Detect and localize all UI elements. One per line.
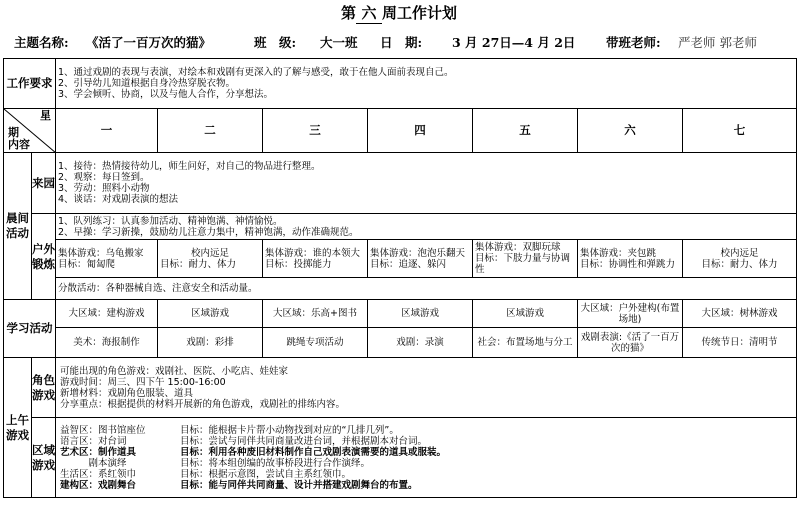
study-label: 学习活动 (4, 300, 56, 358)
arrival-item: 3、劳动：照料小动物 (58, 183, 150, 194)
game-name: 集体游戏：乌龟搬家 (58, 247, 144, 259)
day-header: 五 (473, 109, 578, 153)
game-goal: 目标：投掷能力 (265, 258, 332, 270)
requirement-item: 2、引导幼儿知道根据自身冷热穿脱衣物。 (58, 78, 236, 89)
theme-label: 主题名称: (14, 35, 69, 50)
game-name: 校内远足 (720, 247, 759, 259)
game-name: 集体游戏：谁的本领大 (265, 247, 361, 259)
date-label: 日 期: (380, 35, 423, 50)
class-value: 大一班 (320, 35, 358, 50)
corner-cell (4, 109, 56, 153)
game-name: 集体游戏：夹包跳 (580, 247, 657, 259)
theme-value: 《活了一百万次的猫》 (86, 35, 212, 50)
role-game-item: 新增材料：戏剧角色服装、道具 (60, 387, 194, 399)
title-prefix: 第 (340, 4, 356, 22)
arrival-label: 来园 (32, 153, 56, 214)
outdoor-game-cell (473, 240, 578, 278)
corner-bottom-line1: 期 (8, 126, 19, 139)
area-item (60, 480, 794, 491)
study-row-1 (4, 300, 797, 328)
area-game-label: 区域游戏 (32, 418, 56, 498)
area-item (60, 425, 794, 436)
arrival-content (56, 153, 797, 214)
week-number: 六 (356, 2, 382, 24)
area-goal: 目标：能根据卡片帮小动物找到对应的“几排几列”。 (180, 424, 399, 436)
study-cell: 区域游戏 (158, 300, 263, 328)
outdoor-games-row (4, 240, 797, 278)
area-goal: 目标：根据示意图，尝试自主系红领巾。 (180, 468, 352, 480)
area-item (60, 469, 794, 480)
scatter-activity: 分散活动：各种器械自选、注意安全和活动量。 (56, 278, 797, 300)
study-cell: 大区域：户外建构(布置场地) (578, 300, 683, 328)
game-goal: 目标：匍匐爬 (58, 258, 116, 270)
study-cell: 社会：布置场地与分工 (473, 328, 578, 358)
role-game-row (4, 358, 797, 418)
study-cell: 大区域：树林游戏 (683, 300, 797, 328)
teacher-label: 带班老师: (606, 35, 661, 50)
arrival-item: 4、谈话：对戏剧表演的想法 (58, 194, 179, 205)
title-suffix: 周工作计划 (382, 4, 458, 22)
class-label: 班 级: (254, 35, 297, 50)
outdoor-content (56, 214, 797, 240)
page-title (0, 2, 798, 24)
role-game-item: 游戏时间：周三、四下午 15:00-16:00 (60, 376, 226, 388)
day-header-row (4, 109, 797, 153)
requirement-item: 3、学会倾听、协商，以及与他人合作，分享想法。 (58, 89, 274, 100)
outdoor-game-cell (56, 240, 158, 278)
requirements-content (56, 59, 797, 109)
area-name: 剧本演绎 (60, 457, 127, 469)
area-name: 益智区：图书馆座位 (60, 424, 146, 436)
game-goal: 目标：耐力、体力 (160, 258, 237, 270)
study-cell: 跳绳专项活动 (263, 328, 368, 358)
outdoor-game-cell (368, 240, 473, 278)
study-cell: 传统节日：清明节 (683, 328, 797, 358)
role-game-item: 可能出现的角色游戏：戏剧社、医院、小吃店、娃娃家 (60, 365, 289, 377)
area-game-content (56, 418, 797, 498)
study-cell: 戏剧表演:《活了一百万次的猫》 (578, 328, 683, 358)
role-game-item: 分享重点：根据提供的材料开展新的角色游戏，戏剧社的排练内容。 (60, 398, 346, 410)
arrival-item: 1、接待：热情接待幼儿，师生问好，对自己的物品进行整理。 (58, 161, 321, 172)
area-goal: 目标：将本组创编的故事桥段进行合作演绎。 (180, 457, 371, 469)
corner-bottom-line2: 内容 (8, 138, 30, 151)
study-cell: 大区域：建构游戏 (56, 300, 158, 328)
day-header: 四 (368, 109, 473, 153)
outdoor-item: 2、早操：学习新操，鼓励幼儿注意力集中，精神饱满，动作准确规范。 (58, 226, 359, 238)
outdoor-scatter-row (4, 278, 797, 300)
outdoor-item: 1、队列练习：认真参加活动、精神饱满、神情愉悦。 (58, 215, 283, 227)
area-name: 语言区：对台词 (60, 435, 127, 447)
study-cell: 戏剧：录演 (368, 328, 473, 358)
study-cell: 区域游戏 (473, 300, 578, 328)
outdoor-game-cell (578, 240, 683, 278)
outdoor-label: 户外锻炼 (32, 214, 56, 300)
study-cell: 大区域：乐高+图书 (263, 300, 368, 328)
area-name: 生活区：系红领巾 (60, 468, 137, 480)
outdoor-game-cell (158, 240, 263, 278)
day-header: 三 (263, 109, 368, 153)
outdoor-game-cell (683, 240, 797, 278)
game-goal: 目标：追逐、躲闪 (370, 258, 447, 270)
info-bar (14, 33, 794, 51)
day-header: 一 (56, 109, 158, 153)
requirement-item: 1、通过戏剧的表现与表演，对绘本和戏剧有更深入的了解与感受，敢于在他人面前表现自己。 (58, 67, 454, 78)
requirements-row (4, 59, 797, 109)
corner-top: 星 (40, 109, 51, 122)
area-game-row (4, 418, 797, 498)
area-item (60, 436, 794, 447)
game-name: 集体游戏：双脚玩球 (475, 242, 561, 253)
day-header: 二 (158, 109, 263, 153)
area-item (60, 447, 794, 458)
study-cell: 区域游戏 (368, 300, 473, 328)
role-game-label: 角色游戏 (32, 358, 56, 418)
requirements-label: 工作要求 (4, 59, 56, 109)
study-row-2 (4, 328, 797, 358)
day-header: 七 (683, 109, 797, 153)
area-item (60, 458, 794, 469)
plan-table (3, 58, 797, 498)
game-goal: 目标：下肢力量与协调性 (475, 253, 571, 275)
morning-label: 晨间活动 (4, 153, 32, 300)
area-goal: 目标：尝试与同伴共同商量改进台词，并根据剧本对台词。 (180, 435, 428, 447)
outdoor-game-cell (263, 240, 368, 278)
date-value: 3 月 27日—4 月 2日 (452, 35, 576, 50)
arrival-row (4, 153, 797, 214)
game-goal: 目标：耐力、体力 (701, 258, 778, 270)
outdoor-exercise-row (4, 214, 797, 240)
game-goal: 目标：协调性和弹跳力 (580, 258, 676, 270)
area-goal: 目标：利用各种废旧材料制作自己戏剧表演需要的道具或服装。 (180, 446, 447, 458)
area-name: 建构区：戏剧舞台 (60, 479, 137, 491)
forenoon-label: 上午游戏 (4, 358, 32, 498)
corner-bottom (8, 127, 30, 151)
teacher-value: 严老师 郭老师 (678, 35, 757, 50)
study-cell: 美术：海报制作 (56, 328, 158, 358)
day-header: 六 (578, 109, 683, 153)
game-name: 校内远足 (190, 247, 229, 259)
area-name: 艺术区：制作道具 (60, 446, 137, 458)
area-goal: 目标：能与同伴共同商量、设计并搭建戏剧舞台的布置。 (180, 479, 418, 491)
study-cell: 戏剧：彩排 (158, 328, 263, 358)
arrival-item: 2、观察：每日签到。 (58, 172, 150, 183)
role-game-content (56, 358, 797, 418)
game-name: 集体游戏：泡泡乐翻天 (370, 247, 466, 259)
